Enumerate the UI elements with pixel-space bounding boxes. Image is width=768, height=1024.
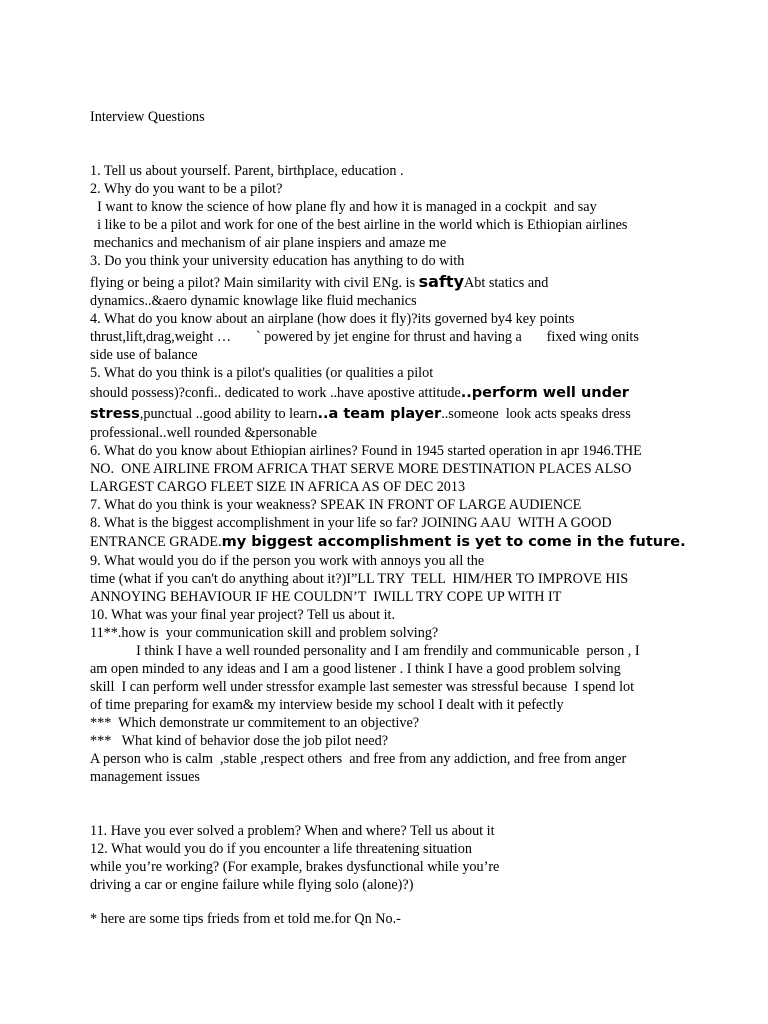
question-8: 8. What is the biggest accomplishment in your life so far? JOINING AAU WITH A GOOD	[90, 515, 612, 531]
sub-answer-2-line-2: management issues	[90, 769, 200, 785]
answer-5-line-1	[90, 384, 629, 402]
question-11-star: 11**.how is your communication skill and problem solving?	[90, 625, 439, 641]
question-5: 5. What do you think is a pilot's qualities (or qualities a pilot	[90, 365, 434, 381]
sub-answer-2-line-1: A person who is calm ,stable ,respect others and free from any addiction, and free from anger	[90, 751, 627, 767]
answer-4-line-1: thrust,lift,drag,weight … ` powered by jet engine for thrust and having a fixed wing onits	[90, 329, 639, 345]
answer-5-text-mid: ,punctual ..good ability to learn	[139, 406, 318, 422]
answer-2-line-3: mechanics and mechanism of air plane inspiers and amaze me	[90, 235, 447, 251]
answer-5-line-2	[90, 405, 631, 423]
question-3: 3. Do you think your university education has anything to do with	[90, 253, 465, 269]
answer-11-line-1: I think I have a well rounded personality and I am frendily and communicable person , I	[90, 643, 640, 659]
answer-11-line-3: skill I can perform well under stressfor example last semester was stressful because I spend lot	[90, 679, 635, 695]
answer-6-line-2: LARGEST CARGO FLEET SIZE IN AFRICA AS OF DEC 2013	[90, 479, 466, 495]
answer-3-line-1	[90, 273, 548, 292]
answer-8-line-1	[90, 533, 686, 551]
answer-5-text-post: ..someone look acts speaks dress	[441, 406, 631, 422]
answer-3-text-pre: flying or being a pilot? Main similarity with civil ENg. is	[90, 275, 419, 291]
question-12-line-2: while you’re working? (For example, brakes dysfunctional while you’re	[90, 859, 500, 875]
answer-8-bold: my biggest accomplishment is yet to come in the future.	[221, 534, 686, 550]
answer-9-line-1: time (what if you can't do anything about it?)I”LL TRY TELL HIM/HER TO IMPROVE HIS	[90, 571, 629, 587]
sub-question-2: *** What kind of behavior dose the job pilot need?	[90, 733, 388, 749]
answer-11-line-4: of time preparing for exam& my interview beside my school I dealt with it pefectly	[90, 697, 564, 713]
answer-5-text-pre: should possess)?confi.. dedicated to work ..have apostive attitude	[90, 385, 461, 401]
answer-3-text-post: Abt statics and	[464, 275, 549, 291]
answer-6-line-1: NO. ONE AIRLINE FROM AFRICA THAT SERVE MORE DESTINATION PLACES ALSO	[90, 461, 632, 477]
question-12: 12. What would you do if you encounter a life threatening situation	[90, 841, 472, 857]
answer-9-line-2: ANNOYING BEHAVIOUR IF HE COULDN’T IWILL TRY COPE UP WITH IT	[90, 589, 562, 605]
answer-2-line-2: i like to be a pilot and work for one of the best airline in the world which is Ethiopian airlines	[90, 217, 628, 233]
sub-question-1: *** Which demonstrate ur commitement to an objective?	[90, 715, 420, 731]
answer-5-bold-1: ..perform well under	[460, 385, 629, 401]
answer-2-line-1: I want to know the science of how plane fly and how it is managed in a cockpit and say	[90, 199, 597, 215]
answer-5-bold-stress: stress	[90, 406, 140, 422]
answer-8-text-pre: ENTRANCE GRADE.	[90, 534, 222, 550]
question-12-line-3: driving a car or engine failure while flying solo (alone)?)	[90, 877, 414, 893]
question-1: 1. Tell us about yourself. Parent, birthplace, education .	[90, 163, 404, 179]
document-title: Interview Questions	[90, 109, 205, 125]
question-7: 7. What do you think is your weakness? SPEAK IN FRONT OF LARGE AUDIENCE	[90, 497, 582, 513]
question-2: 2. Why do you want to be a pilot?	[90, 181, 283, 197]
question-4: 4. What do you know about an airplane (how does it fly)?its governed by4 key points	[90, 311, 575, 327]
answer-11-line-2: am open minded to any ideas and I am a good listener . I think I have a good problem solving	[90, 661, 621, 677]
question-11: 11. Have you ever solved a problem? When and where? Tell us about it	[90, 823, 495, 839]
answer-5-line-3: professional..well rounded &personable	[90, 425, 317, 441]
question-10: 10. What was your final year project? Tell us about it.	[90, 607, 396, 623]
tips-note: * here are some tips frieds from et told me.for Qn No.-	[90, 911, 401, 927]
answer-4-line-2: side use of balance	[90, 347, 198, 363]
answer-5-bold-team: ..a team player	[317, 406, 442, 422]
question-9: 9. What would you do if the person you work with annoys you all the	[90, 553, 485, 569]
answer-3-safty-emphasis: safty	[418, 272, 464, 291]
question-6: 6. What do you know about Ethiopian airlines? Found in 1945 started operation in apr 1946.THE	[90, 443, 642, 459]
answer-3-line-2: dynamics..&aero dynamic knowlage like fluid mechanics	[90, 293, 417, 309]
